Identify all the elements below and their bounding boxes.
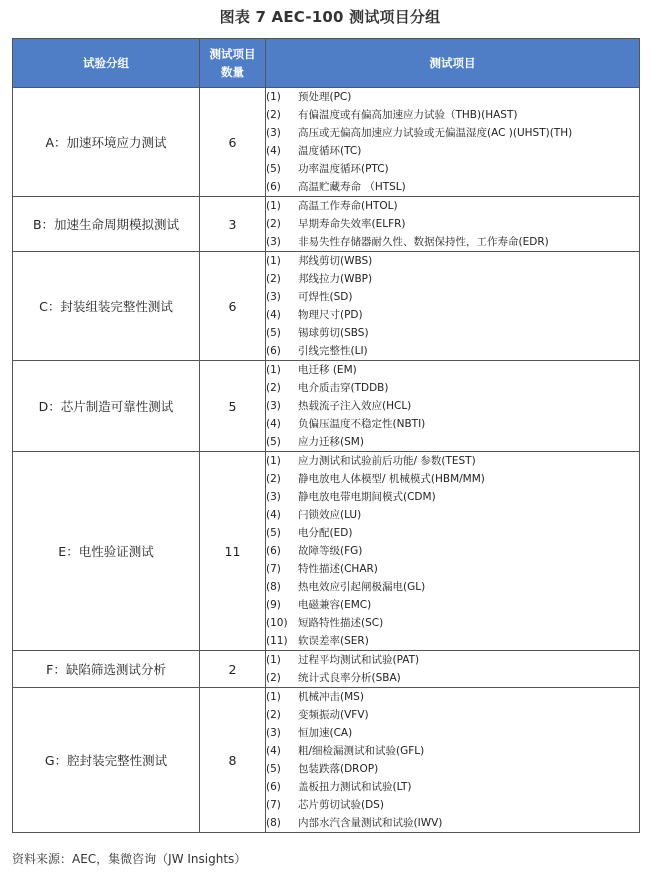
item-number: (3) (266, 127, 281, 139)
list-item (266, 324, 639, 342)
item-text: 静电放电带电期间模式(CDM) (298, 491, 436, 503)
list-item (266, 669, 639, 687)
header-count-line2: 数量 (221, 65, 244, 79)
test-group-table (12, 38, 640, 833)
item-text: 应力测试和试验前后功能/ 参数(TEST) (298, 455, 476, 467)
group-name: E：电性验证测试 (13, 452, 200, 651)
item-text: 特性描述(CHAR) (298, 563, 378, 575)
list-item (266, 814, 639, 832)
item-number: (6) (266, 545, 281, 557)
list-item (266, 651, 639, 669)
list-item (266, 760, 639, 778)
item-number: (5) (266, 527, 281, 539)
item-number: (5) (266, 163, 281, 175)
group-count: 8 (200, 688, 266, 833)
list-item (266, 233, 639, 251)
list-item (266, 596, 639, 614)
list-item (266, 524, 639, 542)
item-text: 软误差率(SER) (298, 635, 369, 647)
header-count (200, 39, 266, 88)
item-text: 功率温度循环(PTC) (298, 163, 389, 175)
group-items (266, 361, 640, 452)
item-text: 有偏温度或有偏高加速应力试验（THB)(HAST) (298, 109, 518, 121)
item-number: (1) (266, 255, 281, 267)
table-body (13, 88, 640, 833)
item-number: (6) (266, 781, 281, 793)
item-number: (3) (266, 400, 281, 412)
item-text: 锡球剪切(SBS) (298, 327, 369, 339)
item-number: (1) (266, 91, 281, 103)
item-number: (2) (266, 382, 281, 394)
item-text: 热电效应引起闸极漏电(GL) (298, 581, 426, 593)
table-row (13, 88, 640, 197)
group-items (266, 88, 640, 197)
item-number: (5) (266, 327, 281, 339)
item-text: 可焊性(SD) (298, 291, 353, 303)
source-note: 资料来源：AEC，集微咨询（JW Insights） (12, 852, 247, 866)
list-item (266, 288, 639, 306)
table-row (13, 452, 640, 651)
list-item (266, 197, 639, 215)
item-text: 热载流子注入效应(HCL) (298, 400, 412, 412)
list-item (266, 215, 639, 233)
list-item (266, 397, 639, 415)
list-item (266, 724, 639, 742)
item-number: (1) (266, 364, 281, 376)
list-item (266, 106, 639, 124)
group-name: F：缺陷筛选测试分析 (13, 651, 200, 688)
item-number: (5) (266, 436, 281, 448)
list-item (266, 706, 639, 724)
group-items (266, 651, 640, 688)
item-text: 闩锁效应(LU) (298, 509, 362, 521)
group-items (266, 197, 640, 252)
item-number: (4) (266, 745, 281, 757)
item-number: (4) (266, 418, 281, 430)
item-number: (2) (266, 473, 281, 485)
list-item (266, 778, 639, 796)
group-count: 6 (200, 88, 266, 197)
item-text: 预处理(PC) (298, 91, 352, 103)
item-number: (2) (266, 273, 281, 285)
item-text: 内部水汽含量测试和试验(IWV) (298, 817, 443, 829)
item-number: (3) (266, 236, 281, 248)
list-item (266, 415, 639, 433)
group-name: C：封装组装完整性测试 (13, 252, 200, 361)
list-item (266, 632, 639, 650)
table-header-row (13, 39, 640, 88)
group-name: D：芯片制造可靠性测试 (13, 361, 200, 452)
table-row (13, 197, 640, 252)
item-number: (2) (266, 109, 281, 121)
list-item (266, 488, 639, 506)
item-number: (7) (266, 563, 281, 575)
list-item (266, 796, 639, 814)
group-count: 5 (200, 361, 266, 452)
item-text: 早期寿命失效率(ELFR) (298, 218, 406, 230)
list-item (266, 124, 639, 142)
list-item (266, 252, 639, 270)
group-items (266, 252, 640, 361)
list-item (266, 614, 639, 632)
group-count: 3 (200, 197, 266, 252)
item-number: (3) (266, 727, 281, 739)
group-items (266, 452, 640, 651)
item-number: (1) (266, 200, 281, 212)
item-text: 电迁移 (EM) (298, 364, 357, 376)
item-number: (4) (266, 509, 281, 521)
list-item (266, 178, 639, 196)
table-row (13, 252, 640, 361)
item-number: (3) (266, 491, 281, 503)
item-text: 统计式良率分析(SBA) (298, 672, 401, 684)
group-items (266, 688, 640, 833)
item-number: (1) (266, 691, 281, 703)
list-item (266, 270, 639, 288)
list-item (266, 88, 639, 106)
item-number: (2) (266, 672, 281, 684)
item-text: 芯片剪切试验(DS) (298, 799, 384, 811)
item-text: 电磁兼容(EMC) (298, 599, 372, 611)
list-item (266, 160, 639, 178)
item-number: (8) (266, 581, 281, 593)
group-count: 2 (200, 651, 266, 688)
list-item (266, 578, 639, 596)
item-text: 高温工作寿命(HTOL) (298, 200, 398, 212)
item-number: (4) (266, 309, 281, 321)
list-item (266, 433, 639, 451)
item-text: 机械冲击(MS) (298, 691, 364, 703)
item-number: (2) (266, 218, 281, 230)
item-text: 短路特性描述(SC) (298, 617, 384, 629)
group-name: G：腔封装完整性测试 (13, 688, 200, 833)
item-number: (3) (266, 291, 281, 303)
item-number: (10) (266, 617, 288, 629)
item-number: (11) (266, 635, 288, 647)
header-items: 测试项目 (266, 39, 640, 88)
group-count: 11 (200, 452, 266, 651)
item-number: (8) (266, 817, 281, 829)
table-row (13, 361, 640, 452)
item-text: 电介质击穿(TDDB) (298, 382, 389, 394)
list-item (266, 452, 639, 470)
header-count-line1: 测试项目 (209, 47, 256, 61)
list-item (266, 560, 639, 578)
item-text: 高温贮藏寿命 （HTSL) (298, 181, 406, 193)
group-count: 6 (200, 252, 266, 361)
item-text: 恒加速(CA) (298, 727, 353, 739)
item-text: 静电放电人体模型/ 机械模式(HBM/MM) (298, 473, 485, 485)
group-name: A：加速环境应力测试 (13, 88, 200, 197)
item-text: 负偏压温度不稳定性(NBTI) (298, 418, 426, 430)
item-text: 包装跌落(DROP) (298, 763, 379, 775)
list-item (266, 342, 639, 360)
item-text: 应力迁移(SM) (298, 436, 364, 448)
item-number: (4) (266, 145, 281, 157)
list-item (266, 742, 639, 760)
item-text: 物理尺寸(PD) (298, 309, 363, 321)
item-number: (9) (266, 599, 281, 611)
list-item (266, 142, 639, 160)
item-number: (1) (266, 455, 281, 467)
item-number: (1) (266, 654, 281, 666)
item-text: 邦线剪切(WBS) (298, 255, 373, 267)
item-text: 故障等级(FG) (298, 545, 363, 557)
group-name: B：加速生命周期模拟测试 (13, 197, 200, 252)
item-text: 盖板扭力测试和试验(LT) (298, 781, 412, 793)
list-item (266, 470, 639, 488)
item-text: 粗/细检漏测试和试验(GFL) (298, 745, 425, 757)
list-item (266, 361, 639, 379)
item-text: 高压或无偏高加速应力试验或无偏温湿度(AC )(UHST)(TH) (298, 127, 573, 139)
list-item (266, 379, 639, 397)
item-text: 过程平均测试和试验(PAT) (298, 654, 420, 666)
table-row (13, 651, 640, 688)
list-item (266, 688, 639, 706)
list-item (266, 306, 639, 324)
item-text: 非易失性存储器耐久性、数据保持性，工作寿命(EDR) (298, 236, 549, 248)
list-item (266, 542, 639, 560)
item-text: 引线完整性(LI) (298, 345, 368, 357)
item-number: (6) (266, 345, 281, 357)
item-number: (7) (266, 799, 281, 811)
item-number: (2) (266, 709, 281, 721)
list-item (266, 506, 639, 524)
table-title: 图表 7 AEC-100 测试项目分组 (219, 8, 441, 26)
item-text: 电分配(ED) (298, 527, 353, 539)
item-text: 温度循环(TC) (298, 145, 362, 157)
table-row (13, 688, 640, 833)
item-number: (5) (266, 763, 281, 775)
header-group: 试验分组 (13, 39, 200, 88)
item-text: 变频振动(VFV) (298, 709, 369, 721)
item-number: (6) (266, 181, 281, 193)
item-text: 邦线拉力(WBP) (298, 273, 373, 285)
